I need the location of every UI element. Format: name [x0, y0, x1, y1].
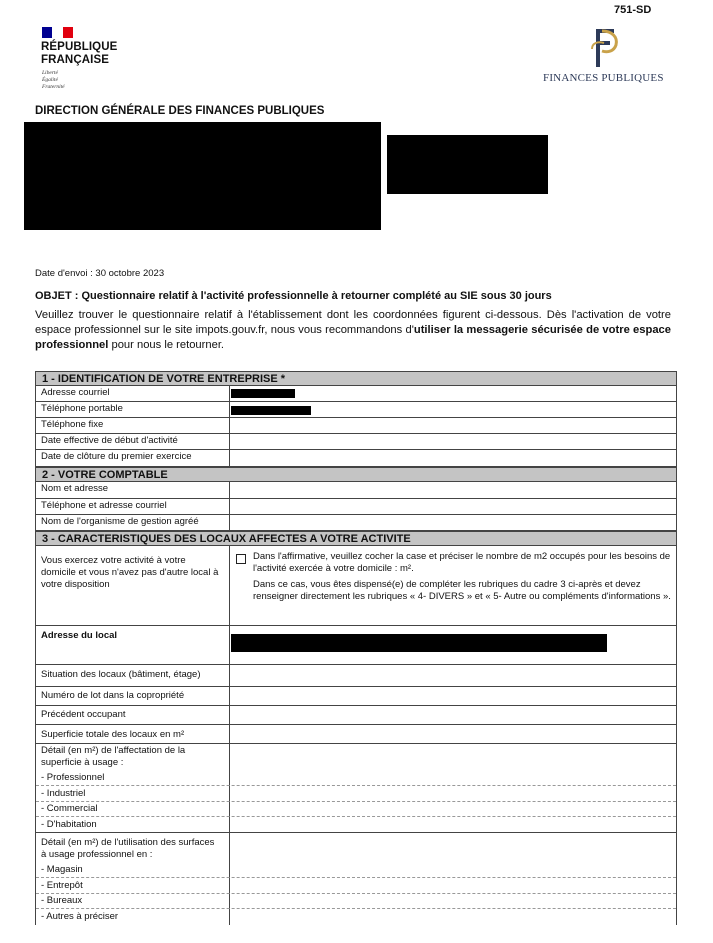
redacted-reference-block — [387, 135, 548, 194]
redacted-premises-address — [231, 634, 607, 652]
list-item: - Commercial — [41, 803, 98, 814]
table-row: Situation des locaux (bâtiment, étage) — [35, 665, 677, 687]
redacted-phone — [231, 406, 311, 415]
premises-location-field[interactable] — [229, 665, 230, 686]
email-field[interactable] — [229, 386, 230, 401]
republic-motto: Liberté Égalité Fraternité — [42, 70, 65, 90]
first-closing-date-field[interactable] — [229, 450, 230, 466]
premises-address-field[interactable] — [229, 626, 230, 664]
previous-occupant-field[interactable] — [229, 706, 230, 724]
table-row: Détail (en m²) de l'utilisation des surfaces à usage professionnel en : - Magasin - Entrepôt - Bureaux - Autres à préciser — [35, 833, 677, 925]
home-activity-checkbox[interactable] — [236, 554, 246, 564]
intro-paragraph: Veuillez trouver le questionnaire relatif à l'établissement dont les coordonnées figurent ci-dessous. Dès l'activation de votre espace professionnel sur le site impots.gouv.fr, nous vous recommandons d'utiliser la messagerie sécurisée de votre espace professionnel pour nous le retourner. — [35, 309, 671, 351]
table-row: Téléphone fixe — [35, 418, 677, 434]
list-item: - Magasin — [41, 864, 83, 875]
finances-publiques-logo-icon — [586, 27, 622, 71]
form-code: 751-SD — [614, 4, 652, 16]
send-date: Date d'envoi : 30 octobre 2023 — [35, 268, 165, 279]
table-row: Numéro de lot dans la copropriété — [35, 687, 677, 706]
table-row: Date de clôture du premier exercice — [35, 450, 677, 467]
management-body-field[interactable] — [229, 515, 230, 530]
direction-title: DIRECTION GÉNÉRALE DES FINANCES PUBLIQUES — [35, 105, 325, 117]
table-row: Téléphone et adresse courriel — [35, 499, 677, 515]
list-item: - Bureaux — [41, 895, 83, 906]
list-item: - Autres à préciser — [41, 911, 119, 922]
activity-start-date-field[interactable] — [229, 434, 230, 449]
list-item: - D'habitation — [41, 819, 97, 830]
french-flag-icon — [42, 27, 73, 38]
mobile-phone-field[interactable] — [229, 402, 230, 417]
redacted-email — [231, 389, 295, 398]
section-3-header: 3 - CARACTERISTIQUES DES LOCAUX AFFECTES A VOTRE ACTIVITE — [35, 531, 677, 546]
list-item: - Industriel — [41, 788, 86, 799]
table-row: Nom de l'organisme de gestion agréé — [35, 515, 677, 531]
total-area-field[interactable] — [229, 725, 230, 743]
section-1-header: 1 - IDENTIFICATION DE VOTRE ENTREPRISE * — [35, 371, 677, 386]
redacted-address-block — [24, 122, 381, 230]
table-row: Téléphone portable — [35, 402, 677, 418]
finances-publiques-label: FINANCES PUBLIQUES — [543, 72, 664, 84]
landline-phone-field[interactable] — [229, 418, 230, 433]
table-row: Date effective de début d'activité — [35, 434, 677, 450]
table-row: Détail (en m²) de l'affectation de la superficie à usage : - Professionnel - Industriel - Commercial - D'habitation — [35, 744, 677, 833]
accountant-contact-field[interactable] — [229, 499, 230, 514]
republique-francaise-logo: RÉPUBLIQUE FRANÇAISE — [41, 41, 118, 66]
accountant-name-field[interactable] — [229, 482, 230, 498]
list-item: - Professionnel — [41, 772, 105, 783]
table-row: Superficie totale des locaux en m² — [35, 725, 677, 744]
table-row: Vous exercez votre activité à votre domicile et vous n'avez pas d'autre local à votre disposition Dans l'affirmative, veuillez cocher la case et préciser le nombre de m2 occupés pour les besoins de l'activité exercée à votre domicile : m². Dans ce cas, vous êtes dispensé(e) de compléter les rubriques du cadre 3 ci-après et devez renseigner directement les rubriques « 4- DIVERS » et « 5- Autre ou compléments d'informations ». — [35, 546, 677, 626]
table-row: Nom et adresse — [35, 482, 677, 499]
lot-number-field[interactable] — [229, 687, 230, 705]
subject-line: OBJET : Questionnaire relatif à l'activité professionnelle à retourner complété au SIE sous 30 jours — [35, 290, 552, 302]
table-row: Adresse du local — [35, 626, 677, 665]
list-item: - Entrepôt — [41, 880, 83, 891]
table-row: Adresse courriel — [35, 386, 677, 402]
table-row: Précédent occupant — [35, 706, 677, 725]
section-2-header: 2 - VOTRE COMPTABLE — [35, 467, 677, 482]
